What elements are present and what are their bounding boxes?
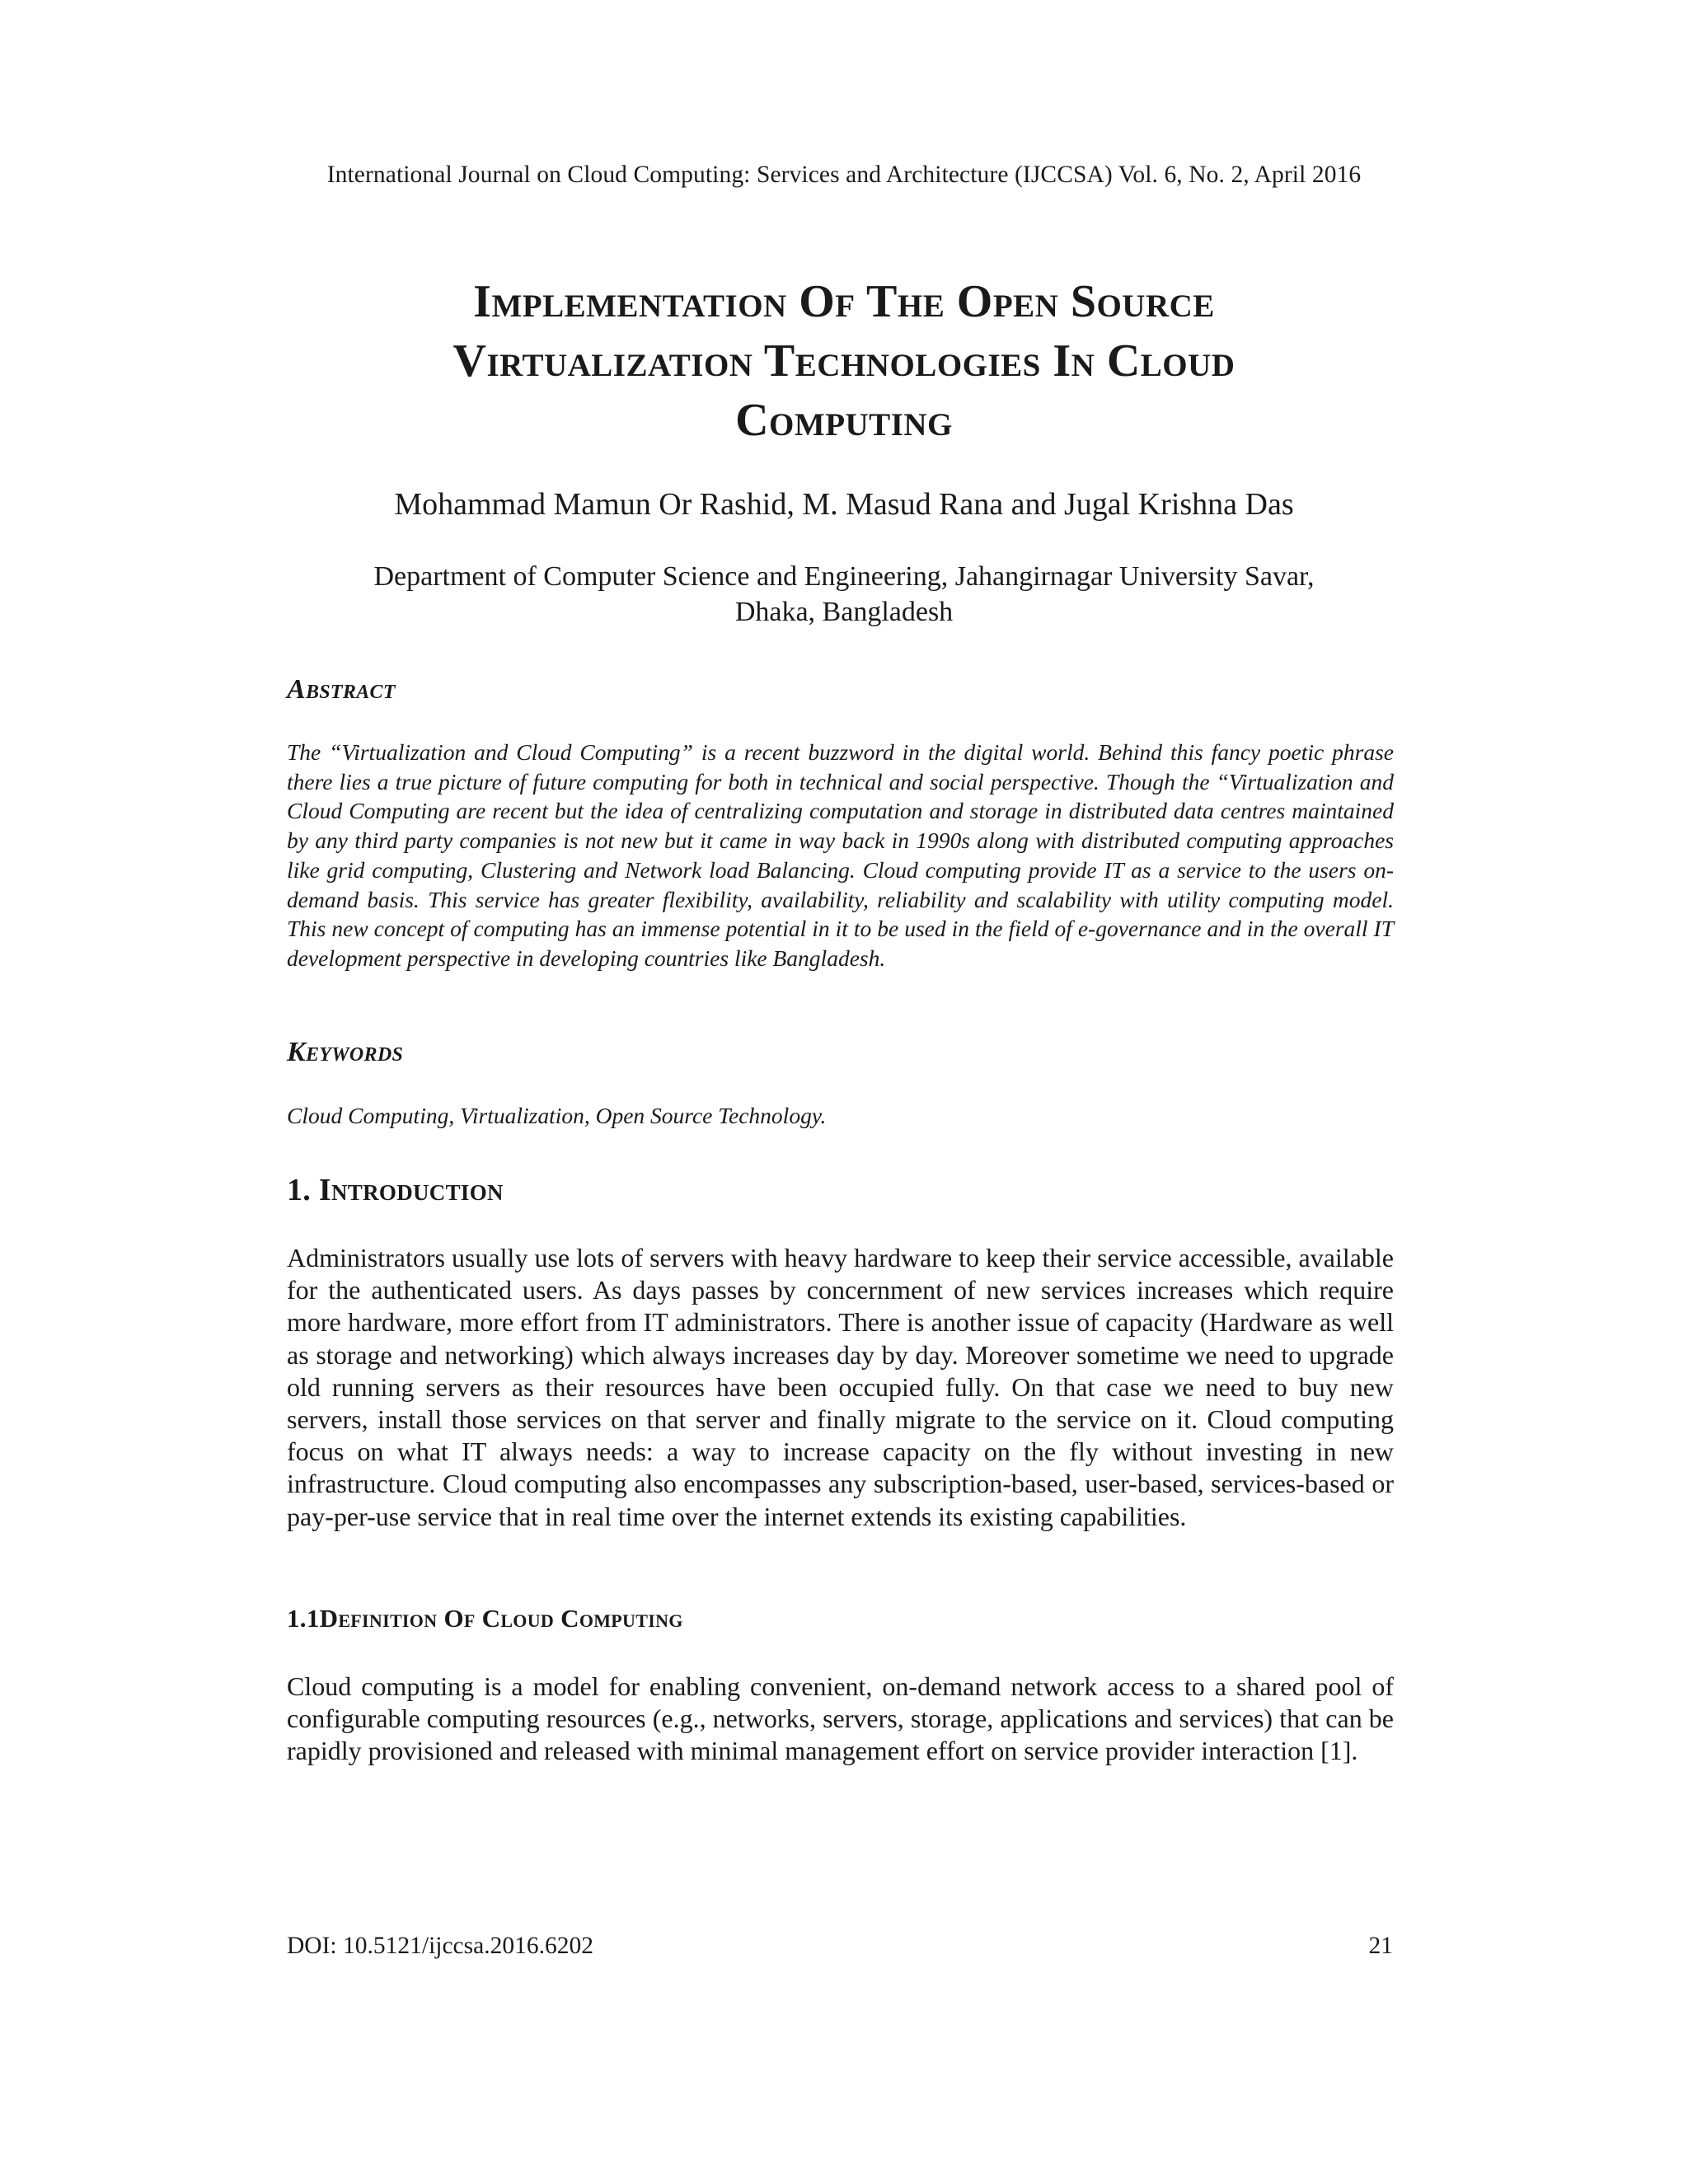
paper-title bbox=[247, 272, 1441, 450]
footer-doi: DOI: 10.5121/ijccsa.2016.6202 bbox=[287, 1933, 593, 1959]
abstract-text: The “Virtualization and Cloud Computing” is a recent buzzword in the digital world. Behind this fancy poetic phrase there lies a true picture of future computing for both in technical and social perspective. Though the “Virtualization and Cloud Computing are recent but the idea of centralizing computation and storage in distributed data centres maintained by any third party companies is not new but it came in way back in 1990s along with distributed computing approaches like grid computing, Clustering and Network load Balancing. Cloud computing provide IT as a service to the users on-demand basis. This service has greater flexibility, availability, reliability and scalability with utility computing model. This new concept of computing has an immense potential in it to be used in the field of e-governance and in the overall IT development perspective in developing countries like Bangladesh. bbox=[287, 739, 1394, 971]
title-line-1: Implementation Of The Open Source bbox=[473, 276, 1215, 327]
title-line-2: Virtualization Technologies In Cloud bbox=[452, 335, 1236, 387]
definition-heading: 1.1Definition Of Cloud Computing bbox=[287, 1604, 683, 1633]
affiliation-line-2: Dhaka, Bangladesh bbox=[734, 597, 954, 627]
introduction-heading: 1. Introduction bbox=[287, 1173, 504, 1207]
title-line-3: Computing bbox=[735, 395, 953, 446]
keywords-text: Cloud Computing, Virtualization, Open Source Technology. bbox=[287, 1103, 827, 1128]
page-number: 21 bbox=[1368, 1933, 1393, 1959]
abstract-heading: Abstract bbox=[287, 674, 396, 705]
keywords-heading: Keywords bbox=[287, 1037, 404, 1067]
definition-text: Cloud computing is a model for enabling convenient, on-demand network access to a shared pool of configurable computing resources (e.g., networks, servers, storage, applications and services) that can be rapidly provisioned and released with minimal management effort on service provider interaction [1]. bbox=[287, 1671, 1394, 1766]
introduction-text: Administrators usually use lots of servers with heavy hardware to keep their service accessible, available for the authenticated users. As days passes by concernment of new services increases which require more hardware, more effort from IT administrators. There is another issue of capacity (Hardware as well as storage and networking) which always increases day by day. Moreover sometime we need to upgrade old running servers as their resources have been occupied fully. On that case we need to buy new servers, install those services on that server and finally migrate to the service on it. Cloud computing focus on what IT always needs: a way to increase capacity on the fly without investing in new infrastructure. Cloud computing also encompasses any subscription-based, user-based, services-based or pay-per-use service that in real time over the internet extends its existing capabilities. bbox=[287, 1243, 1394, 1531]
affiliation bbox=[247, 559, 1441, 630]
affiliation-line-1: Department of Computer Science and Engineering, Jahangirnagar University Savar, bbox=[373, 561, 1315, 592]
authors: Mohammad Mamun Or Rashid, M. Masud Rana and Jugal Krishna Das bbox=[394, 487, 1294, 522]
running-header: International Journal on Cloud Computing: Services and Architecture (IJCCSA) Vol. 6, No. 2, April 2016 bbox=[326, 162, 1362, 188]
